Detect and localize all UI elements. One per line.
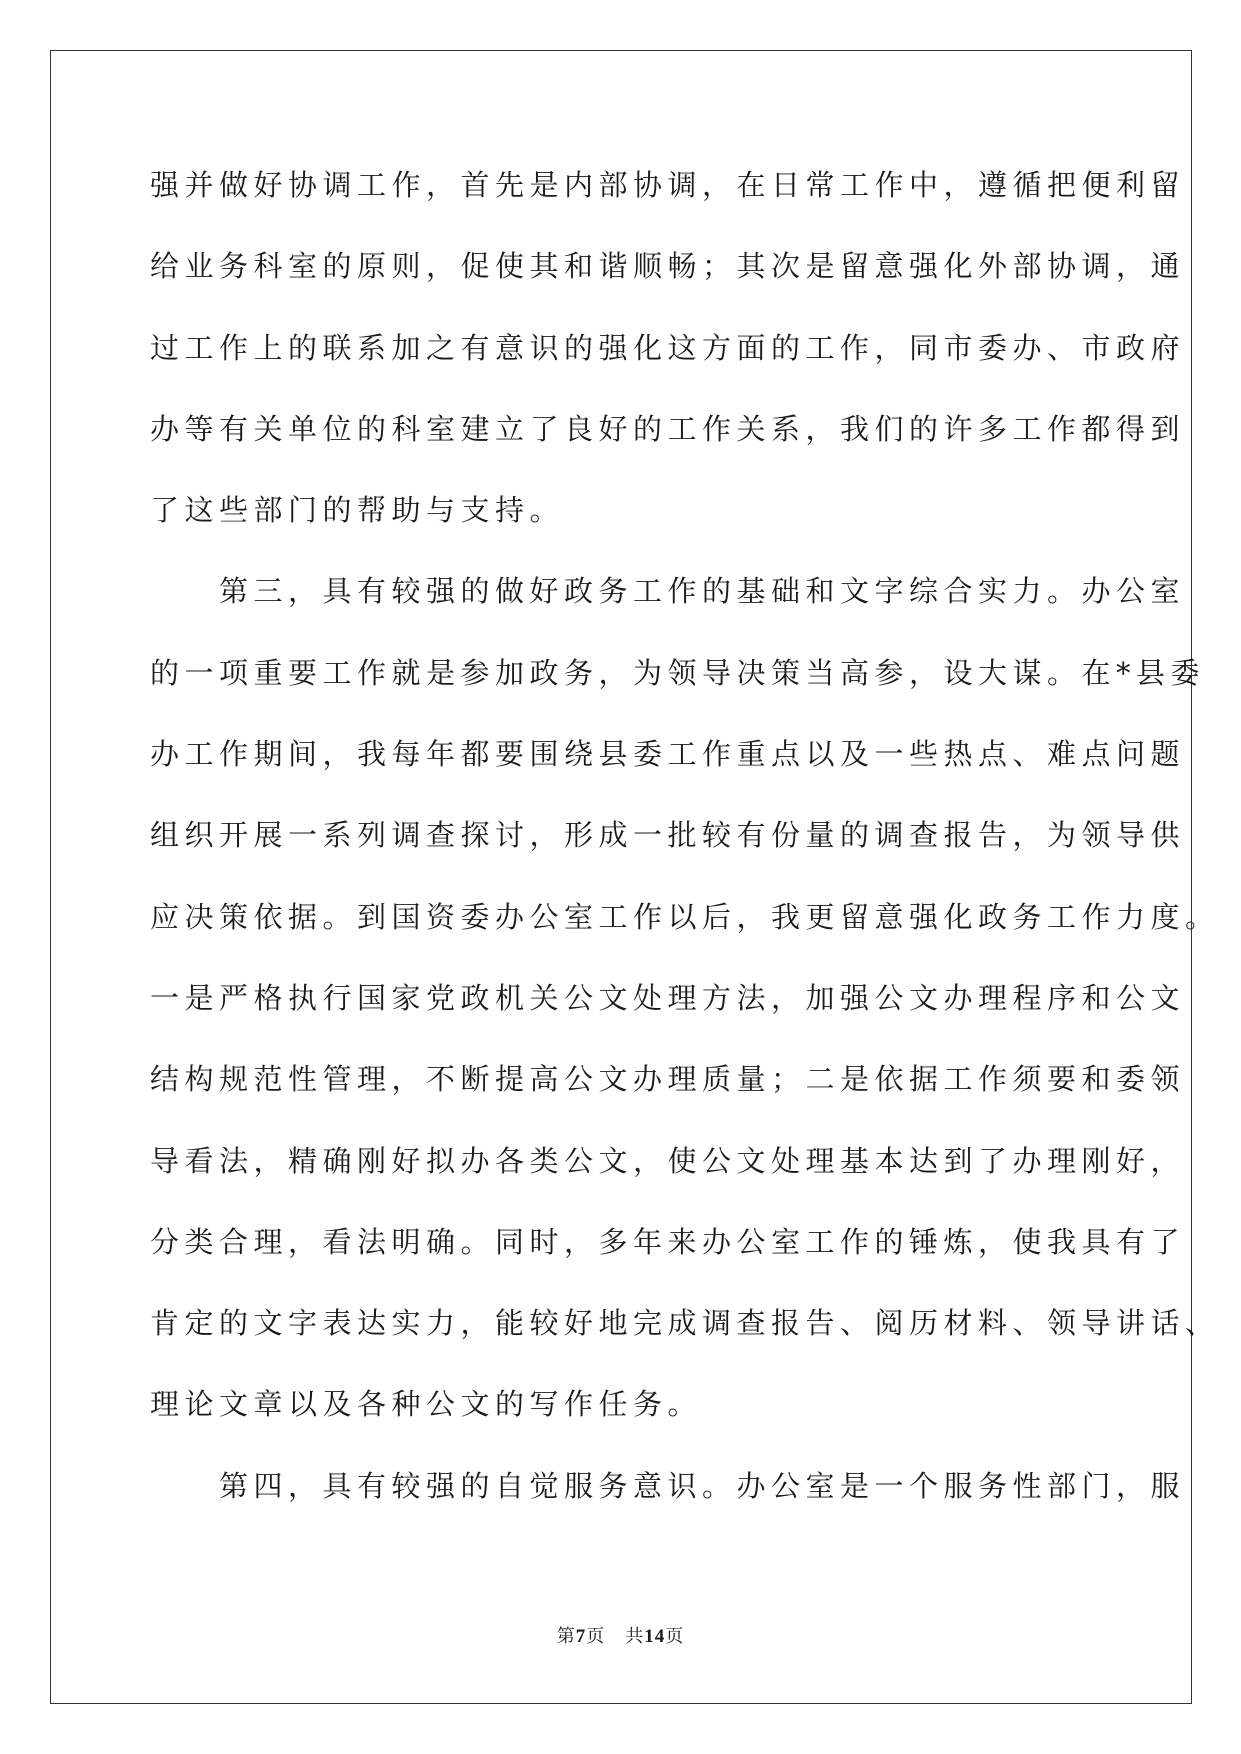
text-line: 了这些部门的帮助与支持。 xyxy=(150,493,565,528)
text-line: 办工作期间，我每年都要围绕县委工作重点以及一些热点、难点问题 xyxy=(150,737,1186,772)
document-body xyxy=(150,161,1220,1543)
page-prefix: 第 xyxy=(556,1626,576,1647)
text-line: 第三，具有较强的做好政务工作的基础和文字综合实力。办公室 xyxy=(150,574,1186,609)
text-line: 结构规范性管理，不断提高公文办理质量；二是依据工作须要和委领 xyxy=(150,1062,1186,1097)
text-line: 一是严格执行国家党政机关公文处理方法，加强公文办理程序和公文 xyxy=(150,980,1186,1015)
text-line: 办等有关单位的科室建立了良好的工作关系，我们的许多工作都得到 xyxy=(150,411,1186,446)
text-line: 过工作上的联系加之有意识的强化这方面的工作，同市委办、市政府 xyxy=(150,330,1186,365)
total-prefix: 共 xyxy=(625,1626,645,1647)
page-suffix: 页 xyxy=(586,1626,606,1647)
text-line: 导看法，精确刚好拟办各类公文，使公文处理基本达到了办理刚好， xyxy=(150,1143,1186,1178)
total-suffix: 页 xyxy=(665,1626,685,1647)
text-line: 组织开展一系列调查探讨，形成一批较有份量的调查报告，为领导供 xyxy=(150,818,1186,853)
total-pages: 14 xyxy=(644,1626,666,1647)
text-line: 应决策依据。到国资委办公室工作以后，我更留意强化政务工作力度。 xyxy=(150,899,1220,934)
text-line: 给业务科室的原则，促使其和谐顺畅；其次是留意强化外部协调，通 xyxy=(150,249,1186,284)
text-line: 的一项重要工作就是参加政务，为领导决策当高参，设大谋。在*县委 xyxy=(150,655,1206,690)
text-line: 肯定的文字表达实力，能较好地完成调查报告、阅历材料、领导讲话、 xyxy=(150,1306,1220,1341)
text-line: 分类合理，看法明确。同时，多年来办公室工作的锤炼，使我具有了 xyxy=(150,1224,1186,1259)
text-line: 强并做好协调工作，首先是内部协调，在日常工作中，遵循把便利留 xyxy=(150,168,1186,202)
page-footer xyxy=(0,1622,1241,1648)
text-line: 第四，具有较强的自觉服务意识。办公室是一个服务性部门，服 xyxy=(150,1468,1186,1503)
page-number: 7 xyxy=(575,1626,587,1647)
text-line: 理论文章以及各种公文的写作任务。 xyxy=(150,1387,703,1422)
